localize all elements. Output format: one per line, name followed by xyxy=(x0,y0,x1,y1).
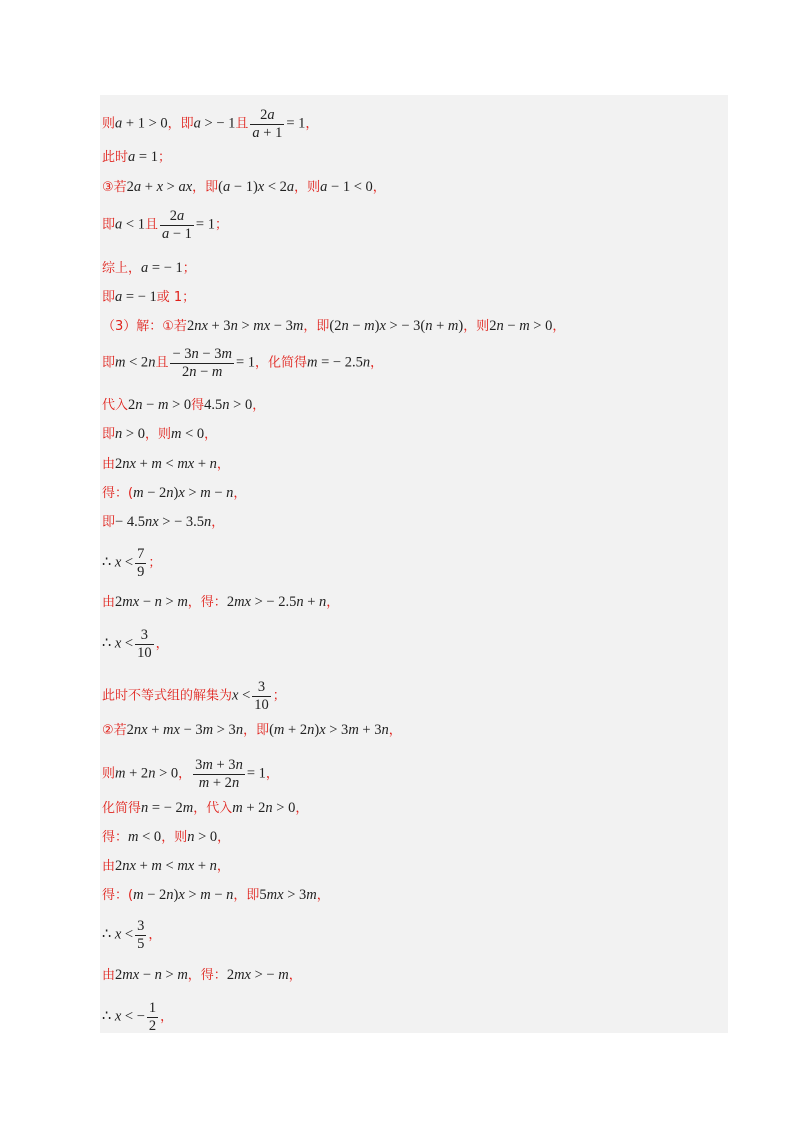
chinese-text: ， xyxy=(233,486,247,501)
chinese-text: 由 xyxy=(102,968,116,983)
chinese-text: ， xyxy=(316,888,330,903)
solution-line xyxy=(102,679,286,714)
math-expression: n > 0 xyxy=(115,426,145,442)
math-expression: 2nx + 3n > mx − 3m xyxy=(186,318,304,334)
solution-line xyxy=(102,798,308,819)
math-expression: 2mx > − 2.5n + n xyxy=(226,594,327,610)
chinese-text: 即 xyxy=(102,290,116,305)
fraction xyxy=(135,627,154,662)
chinese-text: ， xyxy=(552,319,566,334)
math-expression: = 1 xyxy=(246,765,266,782)
solution-line xyxy=(102,627,169,662)
solution-line xyxy=(102,1000,173,1035)
math-expression: = 1 xyxy=(235,354,255,371)
chinese-text: 得： xyxy=(102,830,129,845)
chinese-text: ； xyxy=(214,217,228,233)
chinese-text: ， xyxy=(204,427,218,442)
fraction-numerator: 3 xyxy=(140,627,148,643)
solution-line xyxy=(102,720,402,741)
math-expression: ∴ x < − xyxy=(102,1008,145,1025)
fraction-numerator: 3m + 3n xyxy=(195,757,243,773)
math-expression: 2mx − n > m xyxy=(115,594,188,610)
solution-line xyxy=(102,147,171,168)
fraction-numerator: 3 xyxy=(257,679,266,695)
fraction xyxy=(170,346,233,381)
chinese-text: ， xyxy=(216,457,230,472)
solution-line xyxy=(102,512,224,533)
fraction-denominator: 5 xyxy=(137,936,145,952)
solution-line xyxy=(102,483,246,504)
solution-line xyxy=(102,965,302,986)
solution-line xyxy=(102,395,265,416)
fraction-denominator: m + 2n xyxy=(193,774,245,792)
chinese-text: ， xyxy=(326,595,340,610)
chinese-text: ，化简得 xyxy=(255,355,308,371)
chinese-text: ， xyxy=(160,1009,174,1025)
chinese-text: ②若 xyxy=(102,723,127,738)
fraction xyxy=(135,546,146,581)
chinese-text: ， xyxy=(217,830,231,845)
chinese-text: 即 xyxy=(102,427,116,442)
chinese-text: 即 xyxy=(102,515,116,530)
solution-line xyxy=(102,287,195,308)
math-expression: ∴ x < xyxy=(102,554,134,571)
math-expression: 2mx − n > m xyxy=(115,967,188,983)
chinese-text: ， xyxy=(265,766,279,782)
chinese-text: ， xyxy=(155,636,169,652)
chinese-text: 或 1； xyxy=(156,290,196,305)
math-expression: ∴ x < xyxy=(102,926,134,943)
fraction-denominator: 2n − m xyxy=(170,363,233,381)
chinese-text: ，则 xyxy=(161,830,188,845)
chinese-text: 且 xyxy=(144,217,158,233)
math-expression: 2nx + mx − 3m > 3n xyxy=(126,722,244,738)
solution-line xyxy=(102,107,318,142)
solution-line xyxy=(102,918,161,953)
chinese-text: ，则 xyxy=(463,319,490,334)
fraction-denominator: 2 xyxy=(148,1018,157,1034)
fraction xyxy=(147,1000,158,1035)
chinese-text: ③若 xyxy=(102,180,127,195)
solution-line xyxy=(102,856,230,877)
chinese-text: ，代入 xyxy=(193,801,233,816)
math-expression: m + 2n > 0 xyxy=(232,800,296,816)
math-expression: = 1 xyxy=(195,216,215,233)
chinese-text: ，即 xyxy=(303,319,330,334)
solution-line xyxy=(102,316,565,337)
math-expression: m = − 2.5n xyxy=(307,354,371,371)
chinese-text: 即 xyxy=(102,217,116,233)
math-expression: m − 2n)x > m − n xyxy=(133,887,234,903)
fraction xyxy=(193,757,245,792)
chinese-text: 化简得 xyxy=(102,801,142,816)
chinese-text: ， xyxy=(372,180,386,195)
fraction-numerator: 3 xyxy=(137,918,145,934)
fraction-numerator: − 3n − 3m xyxy=(172,346,232,362)
math-expression: a < 1 xyxy=(115,216,145,233)
fraction-denominator: a + 1 xyxy=(252,125,283,141)
chinese-text: （3）解：①若 xyxy=(102,319,187,334)
chinese-text: ， xyxy=(388,723,402,738)
chinese-text: 即 xyxy=(102,355,116,371)
math-expression: 2n − m > 0 xyxy=(128,397,192,413)
solution-line xyxy=(102,177,386,198)
chinese-text: ， xyxy=(305,116,319,132)
solution-line xyxy=(102,208,228,243)
math-expression: 2n − m > 0 xyxy=(489,318,553,334)
fraction-numerator: 1 xyxy=(148,1000,157,1016)
chinese-text: ，则 xyxy=(294,180,321,195)
chinese-text: ， xyxy=(288,968,302,983)
chinese-text: 代入 xyxy=(102,398,129,413)
chinese-text: ，得： xyxy=(187,595,227,610)
math-expression: 2mx > − m xyxy=(226,967,289,983)
math-expression: n > 0 xyxy=(187,829,218,845)
math-expression: 5mx > 3m xyxy=(259,887,317,903)
chinese-text: 由 xyxy=(102,595,116,610)
chinese-text: ，即 xyxy=(167,116,194,132)
solution-line xyxy=(102,757,279,792)
chinese-text: 且 xyxy=(235,116,249,132)
chinese-text: ，得： xyxy=(187,968,227,983)
chinese-text: ， xyxy=(148,927,162,943)
math-expression: m < 0 xyxy=(128,829,162,845)
fraction-denominator: a − 1 xyxy=(161,226,192,242)
math-expression: a − 1 < 0 xyxy=(320,179,373,195)
math-expression: (m + 2n)x > 3m + 3n xyxy=(269,722,389,738)
chinese-text: ， xyxy=(295,801,309,816)
fraction-denominator: 10 xyxy=(137,645,152,661)
chinese-text: ； xyxy=(148,555,162,571)
chinese-text: ，即 xyxy=(192,180,219,195)
chinese-text: 由 xyxy=(102,859,116,874)
fraction xyxy=(135,918,146,953)
math-expression: = 1 xyxy=(286,115,306,132)
chinese-text: ； xyxy=(272,688,286,704)
fraction-numerator: 2a xyxy=(260,107,275,123)
math-expression: 2nx + m < mx + n xyxy=(115,858,217,874)
chinese-text: 则 xyxy=(102,116,116,132)
chinese-text: 此时不等式组的解集为 xyxy=(102,688,233,704)
solution-line xyxy=(102,258,196,279)
chinese-text: ， xyxy=(211,515,225,530)
math-expression: − 4.5nx > − 3.5n xyxy=(115,514,212,530)
fraction-denominator: 9 xyxy=(137,564,145,580)
solution-line xyxy=(102,546,161,581)
math-expression: a = − 1 xyxy=(141,260,183,276)
chinese-text: 且 xyxy=(155,355,169,371)
solution-line xyxy=(102,827,230,848)
math-expression: ∴ x < xyxy=(102,635,134,652)
chinese-text: ， xyxy=(216,859,230,874)
fraction-numerator: 2a xyxy=(169,208,185,224)
math-expression: m + 2n > 0 xyxy=(115,765,179,782)
math-expression: m − 2n)x > m − n xyxy=(133,485,234,501)
math-expression: a = 1 xyxy=(128,149,158,165)
math-expression: a = − 1 xyxy=(115,289,157,305)
chinese-text: ，则 xyxy=(144,427,171,442)
math-expression: m < 0 xyxy=(170,426,205,442)
chinese-text: ， xyxy=(370,355,384,371)
math-expression: n = − 2m xyxy=(141,800,194,816)
chinese-text: 则 xyxy=(102,766,116,782)
fraction xyxy=(252,679,271,714)
math-expression: x < xyxy=(232,687,251,704)
chinese-text: 此时 xyxy=(102,150,129,165)
fraction xyxy=(250,107,284,142)
chinese-text: 由 xyxy=(102,457,116,472)
math-expression: a + 1 > 0 xyxy=(115,115,168,132)
chinese-text: ，即 xyxy=(233,888,260,903)
chinese-text: ； xyxy=(182,261,196,276)
chinese-text: ，即 xyxy=(243,723,270,738)
math-expression: m < 2n xyxy=(115,354,156,371)
math-expression: (a − 1)x < 2a xyxy=(218,179,295,195)
math-expression: (2n − m)x > − 3(n + m) xyxy=(329,318,464,334)
chinese-text: ； xyxy=(157,150,171,165)
chinese-text: 得：( xyxy=(102,486,134,501)
chinese-text: 得 xyxy=(191,398,205,413)
chinese-text: ， xyxy=(252,398,266,413)
solution-line xyxy=(102,454,230,475)
fraction xyxy=(160,208,194,243)
chinese-text: 得：( xyxy=(102,888,134,903)
math-expression: 2nx + m < mx + n xyxy=(115,456,217,472)
math-expression: 4.5n > 0 xyxy=(204,397,253,413)
solution-line xyxy=(102,885,330,906)
solution-line xyxy=(102,346,383,381)
chinese-text: 综上， xyxy=(102,261,142,276)
math-expression: a > − 1 xyxy=(193,115,236,132)
solution-line xyxy=(102,424,217,445)
math-expression: 2a + x > ax xyxy=(126,179,193,195)
chinese-text: ， xyxy=(178,766,192,782)
solution-line xyxy=(102,592,339,613)
fraction-numerator: 7 xyxy=(137,546,145,562)
fraction-denominator: 10 xyxy=(254,697,269,713)
